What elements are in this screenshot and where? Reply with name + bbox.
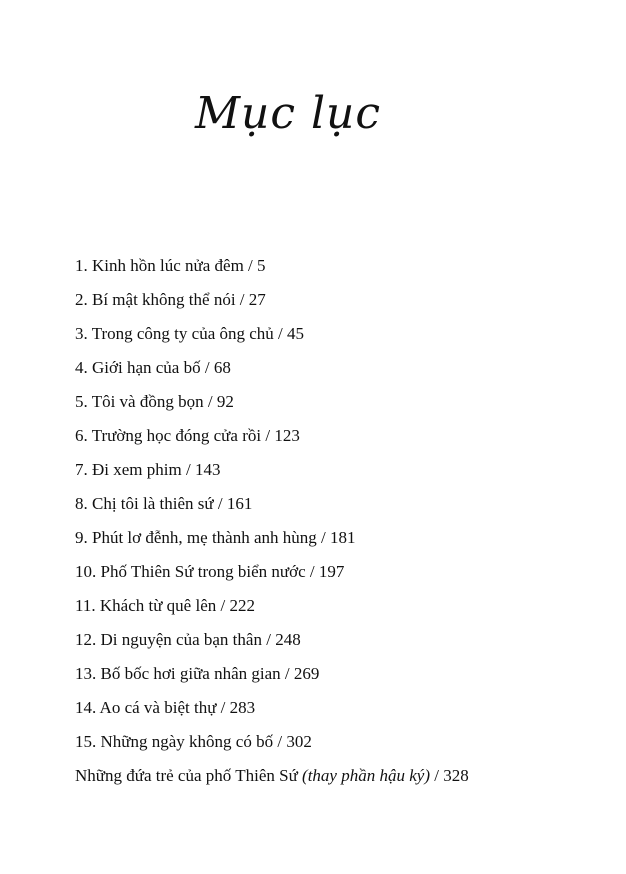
toc-entry-label: 1. Kinh hồn lúc nửa đêm (75, 256, 244, 275)
toc-entry-note: (thay phần hậu ký) (302, 766, 430, 785)
toc-entry-page: 269 (293, 664, 320, 683)
toc-entry-separator: / (200, 358, 214, 377)
table-of-contents (75, 252, 605, 796)
toc-entry-page: 283 (229, 698, 256, 717)
toc-entry-separator: / (216, 698, 230, 717)
toc-entry-label: 12. Di nguyện của bạn thân (75, 630, 262, 649)
toc-entry (75, 354, 605, 388)
toc-entry-label: 14. Ao cá và biệt thự (75, 698, 217, 717)
toc-entry-page: 181 (330, 528, 356, 547)
toc-entry-separator: / (280, 664, 294, 683)
toc-entry-page: 161 (226, 494, 253, 513)
toc-entry-label: 6. Trường học đóng cửa rồi (75, 426, 262, 445)
toc-entry-page: 248 (275, 630, 301, 649)
toc-entry-separator: / (261, 426, 275, 445)
toc-entry-page: 123 (274, 426, 300, 445)
toc-entry-page: 143 (194, 460, 221, 479)
toc-entry-label: 13. Bố bốc hơi giữa nhân gian (75, 664, 281, 683)
toc-entry-separator: / (213, 494, 227, 513)
toc-entry-page: 68 (213, 358, 231, 377)
toc-entry-separator: / (235, 290, 249, 309)
toc-entry-label: 3. Trong công ty của ông chủ (75, 324, 274, 343)
toc-entry-separator: / (216, 596, 230, 615)
toc-entry-label: 9. Phút lơ đễnh, mẹ thành anh hùng (75, 528, 317, 547)
toc-entry (75, 490, 605, 524)
toc-entry-label: 11. Khách từ quê lên (75, 596, 217, 615)
toc-entry (75, 456, 605, 490)
toc-entry-separator: / (273, 732, 287, 751)
page-title: Mục lục (194, 88, 382, 139)
toc-entry (75, 592, 605, 626)
toc-entry-page: 222 (229, 596, 255, 615)
toc-entry-separator: / (316, 528, 331, 547)
toc-entry-label: 10. Phố Thiên Sứ trong biển nước (75, 562, 306, 581)
toc-entry-separator: / (273, 324, 288, 343)
toc-entry-label: 2. Bí mật không thể nói (75, 290, 236, 309)
toc-entry (75, 286, 605, 320)
toc-entry (75, 422, 605, 456)
toc-entry-separator: / (181, 460, 195, 479)
toc-entry-separator: / (305, 562, 319, 581)
toc-entry-separator: / (243, 256, 258, 275)
toc-entry-separator: / (261, 630, 276, 649)
toc-entry (75, 252, 605, 286)
toc-entry-label: 5. Tôi và đồng bọn (75, 392, 204, 411)
toc-entry-page: 92 (216, 392, 234, 411)
toc-entry-page: 328 (443, 766, 469, 785)
toc-entry-page: 45 (287, 324, 305, 343)
toc-entry-separator: / (429, 766, 444, 785)
toc-entry-separator: / (203, 392, 217, 411)
toc-entry-label: 4. Giới hạn của bố (75, 358, 201, 377)
toc-entry (75, 320, 605, 354)
toc-entry (75, 660, 605, 694)
toc-entry-label: 8. Chị tôi là thiên sứ (75, 494, 214, 513)
toc-entry-page: 27 (248, 290, 266, 309)
toc-entry-page: 197 (318, 562, 345, 581)
toc-entry (75, 626, 605, 660)
toc-entry (75, 694, 605, 728)
toc-entry-page: 5 (257, 256, 266, 275)
toc-entry (75, 558, 605, 592)
toc-entry (75, 728, 605, 762)
toc-entry-label: Những đứa trẻ của phố Thiên Sứ (75, 766, 298, 785)
toc-entry-label: 7. Đi xem phim (75, 460, 182, 479)
toc-entry (75, 524, 605, 558)
toc-entry-label: 15. Những ngày không có bố (75, 732, 274, 751)
toc-entry-page: 302 (286, 732, 312, 751)
toc-entry (75, 388, 605, 422)
toc-entry-epilogue (75, 762, 605, 796)
